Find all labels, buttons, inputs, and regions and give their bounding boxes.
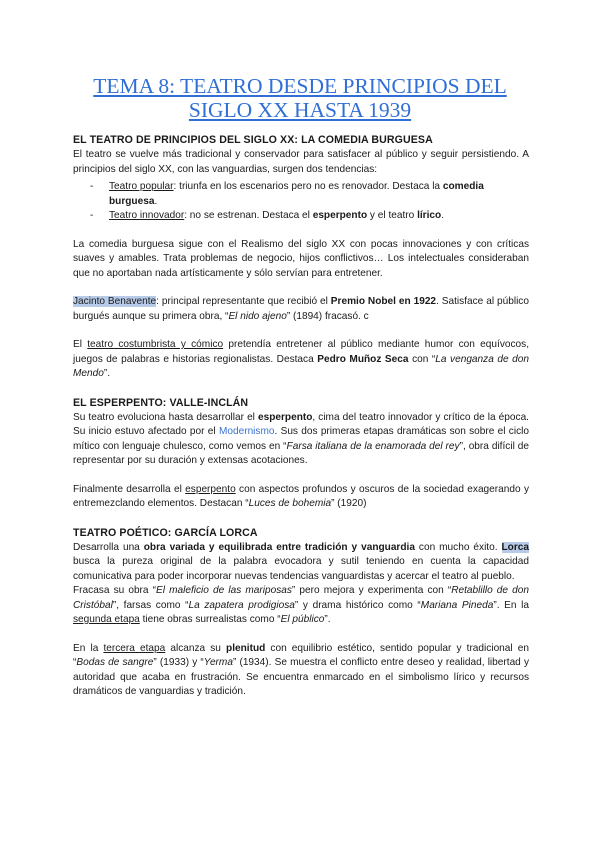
paragraph: Jacinto Benavente: principal representante que recibió el Premio Nobel en 1922. Satisface al público burgués aunque su primera obra, “El nido ajeno” (1894) fracasó. c [73,296,529,322]
paragraph: El teatro se vuelve más tradicional y conservador para satisfacer al público y seguir persistiendo. A principios del siglo XX, con las vanguardias, surgen dos tendencias: [73,149,529,175]
bold-term: obra variada y equilibrada entre tradición y vanguardia [143,541,415,553]
work-title: Bodas de sangre [76,657,154,668]
paragraph: Fracasa su obra “El maleficio de las mariposas” pero mejora y experimenta con “Retablillo de don Cristóbal”, farsas como “La zapatera prodigiosa” y drama histórico como “Mariana Pineda”. En la segunda etapa tiene obras surrealistas como “El público”. [73,585,529,625]
work-title: Mariana Pineda [420,599,494,611]
bold-term: lírico [417,210,442,221]
list-item: - Teatro popular: triunfa en los escenarios pero no es renovador. Destaca la comedia burguesa. [90,181,484,207]
section-heading-esperpento: EL ESPERPENTO: VALLE-INCLÁN [73,396,249,409]
term-underlined: segunda etapa [73,614,140,625]
bold-term: comedia burguesa [109,181,484,207]
highlighted-name: Lorca [501,541,529,553]
paragraph: Su teatro evoluciona hasta desarrollar el esperpento, cima del teatro innovador y crítico de la época. Su inicio estuvo afectado por el Modernismo. Sus dos primeras etapas dramáticas son sobre el ciclo mítico con lenguaje chulesco, como vemos en “Farsa italiana de la enamorada del rey”, obra difícil de representar por su duración y extensas acotaciones. [73,411,529,466]
paragraph: Finalmente desarrolla el esperpento con aspectos profundos y oscuros de la sociedad exagerando y entremezclando elementos. Destacan “Luces de bohemia” (1920) [73,483,529,509]
work-title: Farsa italiana de la enamorada del rey [286,440,460,452]
bold-term: esperpento [257,411,313,423]
highlighted-name: Jacinto Benavente [73,296,157,307]
bold-term: plenitud [226,642,266,654]
term-underlined: esperpento [185,483,236,495]
document-title [60,74,540,122]
work-title: La venganza de don Mendo [73,353,529,379]
term-underlined: Teatro innovador [109,210,185,221]
dash-bullet: - [90,181,94,192]
term-underlined: teatro costumbrista y cómico [87,339,224,350]
title-line-2: SIGLO XX HASTA 1939 [188,98,412,122]
bold-term: Premio Nobel en 1922 [330,296,437,307]
section-heading-lorca: TEATRO POÉTICO: GARCÍA LORCA [73,526,258,539]
work-title: El público [280,614,325,625]
term-underlined: tercera etapa [103,642,166,654]
bold-term: esperpento [312,210,368,221]
paragraph: En la tercera etapa alcanza su plenitud con equilibrio estético, sentido popular y tradicional en “Bodas de sangre” (1933) y “Yerma” (1934). Se muestra el conflicto entre deseo y realidad, libertad y autoridad que acaba en frustración. Se encuentra enmarcado en el simbolismo lírico y recursos dramáticos de vanguardias y tradición. [73,642,529,697]
dash-bullet: - [90,210,94,221]
work-title: El maleficio de las mariposas [156,585,292,596]
work-title: Yerma [203,657,233,668]
modernismo-link[interactable]: Modernismo [218,426,275,437]
work-title: La zapatera prodigiosa [188,599,295,611]
work-title: Luces de bohemia [248,498,332,509]
work-title: El nido ajeno [228,310,287,322]
work-title: Retablillo de don Cristóbal [73,585,529,611]
section-heading-comedia: EL TEATRO DE PRINCIPIOS DEL SIGLO XX: LA COMEDIA BURGUESA [73,134,433,146]
bold-term: Pedro Muñoz Seca [317,353,409,365]
document-body [73,133,529,700]
trends-list [73,180,529,224]
paragraph: Desarrolla una obra variada y equilibrada entre tradición y vanguardia con mucho éxito. Lorca busca la pureza original de la palabra evocadora y sutil teniendo en cuenta la capacidad comunicativa para poder incorporar nuevas tendencias vanguardistas y acercar el teatro al pueblo. [73,541,529,582]
title-line-1: TEMA 8: TEATRO DESDE PRINCIPIOS DEL [93,74,507,98]
list-item: - Teatro innovador: no se estrenan. Destaca el esperpento y el teatro lírico. [73,209,529,224]
paragraph: La comedia burguesa sigue con el Realismo del siglo XX con pocas innovaciones y con críticas suaves y amables. Trata problemas de negocio, hijos conflictivos… Los intelectuales consideraban que no aportaban nada artísticamente y sólo servían para entretener. [73,238,529,279]
paragraph: El teatro costumbrista y cómico pretendía entretener al público mediante humor con equívocos, juegos de palabras e historias regionalistas. Destaca Pedro Muñoz Seca con “La venganza de don Mendo”. [73,339,529,379]
term-underlined: Teatro popular [109,181,174,192]
